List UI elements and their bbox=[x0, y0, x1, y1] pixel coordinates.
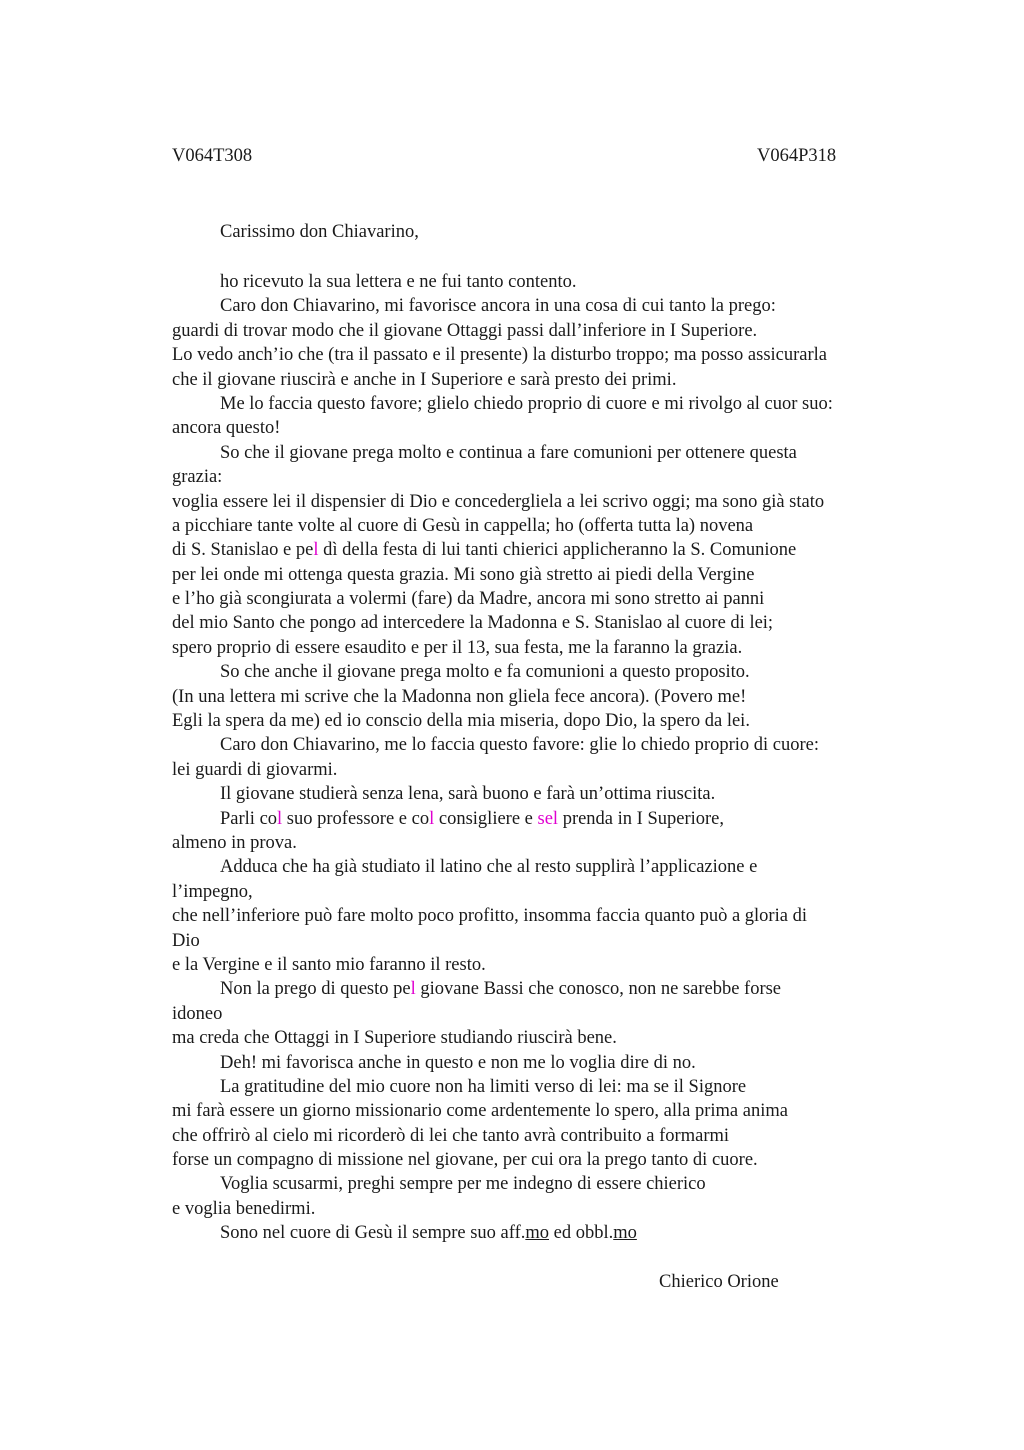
body-line: ancora questo! bbox=[172, 418, 281, 439]
document-code-right: V064P318 bbox=[757, 146, 837, 166]
body-line: almeno in prova. bbox=[172, 832, 297, 853]
body-line: che offrirò al cielo mi ricorderò di lei che tanto avrà contribuito a formarmi bbox=[172, 1125, 730, 1146]
text-segment: Sono nel cuore di Gesù il sempre suo aff. bbox=[220, 1223, 526, 1244]
document-code-left: V064T308 bbox=[172, 146, 253, 166]
body-line: Il giovane studierà senza lena, sarà buono e farà un’ottima riuscita. bbox=[220, 784, 716, 805]
abbreviation-superscript: mo bbox=[525, 1223, 549, 1244]
highlighted-correction: l bbox=[313, 540, 319, 561]
body-line: Adduca che ha già studiato il latino che al resto supplirà l’applicazione e bbox=[220, 857, 758, 878]
body-line bbox=[172, 977, 912, 1001]
body-line: forse un compagno di missione nel giovane, per cui ora la prego tanto di cuore. bbox=[172, 1150, 758, 1171]
text-segment: Non la prego di questo pe bbox=[220, 979, 411, 1000]
highlighted-correction: l bbox=[410, 979, 416, 1000]
body-line: Caro don Chiavarino, me lo faccia questo favore: glie lo chiedo proprio di cuore: bbox=[220, 735, 820, 756]
body-line: mi farà essere un giorno missionario come ardentemente lo spero, alla prima anima bbox=[172, 1101, 788, 1122]
body-line: Deh! mi favorisca anche in questo e non me lo voglia dire di no. bbox=[220, 1052, 696, 1073]
text-segment: prenda in I Superiore, bbox=[558, 808, 724, 829]
body-line: voglia essere lei il dispensier di Dio e concedergliela a lei scrivo oggi; ma sono già stato bbox=[172, 491, 825, 512]
body-line: l’impegno, bbox=[172, 881, 253, 902]
text-segment: di S. Stanislao e pe bbox=[172, 540, 314, 561]
body-line: (In una lettera mi scrive che la Madonna non gliela fece ancora). (Povero me! bbox=[172, 686, 747, 707]
body-line: grazia: bbox=[172, 467, 223, 488]
body-line: Caro don Chiavarino, mi favorisce ancora in una cosa di cui tanto la prego: bbox=[220, 296, 776, 317]
signature: Chierico Orione bbox=[659, 1272, 779, 1292]
body-line: che il giovane riuscirà e anche in I Superiore e sarà presto dei primi. bbox=[172, 369, 677, 390]
body-line: Egli la spera da me) ed io conscio della mia miseria, dopo Dio, la spero da lei. bbox=[172, 711, 750, 732]
closing-line bbox=[172, 1221, 912, 1245]
body-line: e la Vergine e il santo mio faranno il resto. bbox=[172, 954, 486, 975]
highlighted-correction: l bbox=[429, 808, 435, 829]
text-segment: giovane Bassi che conosco, non ne sarebbe forse bbox=[415, 979, 782, 1000]
body-line: e voglia benedirmi. bbox=[172, 1198, 316, 1219]
highlighted-correction: sel bbox=[537, 808, 559, 829]
body-line: So che anche il giovane prega molto e fa comunioni a questo proposito. bbox=[220, 662, 750, 683]
text-segment: suo professore e co bbox=[282, 808, 430, 829]
body-line: Me lo faccia questo favore; glielo chiedo proprio di cuore e mi rivolgo al cuor suo: bbox=[220, 393, 833, 414]
body-line: So che il giovane prega molto e continua a fare comunioni per ottenere questa bbox=[220, 442, 797, 463]
highlighted-correction: l bbox=[277, 808, 283, 829]
text-segment: consigliere e bbox=[434, 808, 538, 829]
body-line: per lei onde mi ottenga questa grazia. Mi sono già stretto ai piedi della Vergine bbox=[172, 564, 755, 585]
text-segment: dì della festa di lui tanti chierici applicheranno la S. Comunione bbox=[318, 540, 797, 561]
text-segment: Parli co bbox=[220, 808, 278, 829]
text-segment: ed obbl. bbox=[549, 1223, 614, 1244]
body-line bbox=[172, 538, 912, 562]
body-line: che nell’inferiore può fare molto poco profitto, insomma faccia quanto può a gloria di bbox=[172, 906, 807, 927]
body-line: guardi di trovar modo che il giovane Ottaggi passi dall’inferiore in I Superiore. bbox=[172, 320, 758, 341]
abbreviation-superscript: mo bbox=[613, 1223, 637, 1244]
body-line: a picchiare tante volte al cuore di Gesù in cappella; ho (offerta tutta la) novena bbox=[172, 515, 754, 536]
body-line: ma creda che Ottaggi in I Superiore studiando riuscirà bene. bbox=[172, 1028, 617, 1049]
body-line: e l’ho già scongiurata a volermi (fare) da Madre, ancora mi sono stretto ai panni bbox=[172, 589, 765, 610]
body-line: spero proprio di essere esaudito e per il 13, sua festa, me la faranno la grazia. bbox=[172, 637, 743, 658]
body-line bbox=[172, 807, 912, 831]
body-line: La gratitudine del mio cuore non ha limiti verso di lei: ma se il Signore bbox=[220, 1076, 747, 1097]
body-line: Voglia scusarmi, preghi sempre per me indegno di essere chierico bbox=[220, 1174, 706, 1195]
body-line: Lo vedo anch’io che (tra il passato e il presente) la disturbo troppo; ma posso assicurarla bbox=[172, 345, 828, 366]
body-line: ho ricevuto la sua lettera e ne fui tanto contento. bbox=[220, 272, 577, 292]
body-line: Dio bbox=[172, 930, 200, 951]
body-line: del mio Santo che pongo ad intercedere la Madonna e S. Stanislao al cuore di lei; bbox=[172, 613, 774, 634]
body-line: idoneo bbox=[172, 1003, 223, 1024]
salutation: Carissimo don Chiavarino, bbox=[220, 222, 419, 242]
letter-body bbox=[172, 270, 912, 1246]
body-line: lei guardi di giovarmi. bbox=[172, 759, 338, 780]
